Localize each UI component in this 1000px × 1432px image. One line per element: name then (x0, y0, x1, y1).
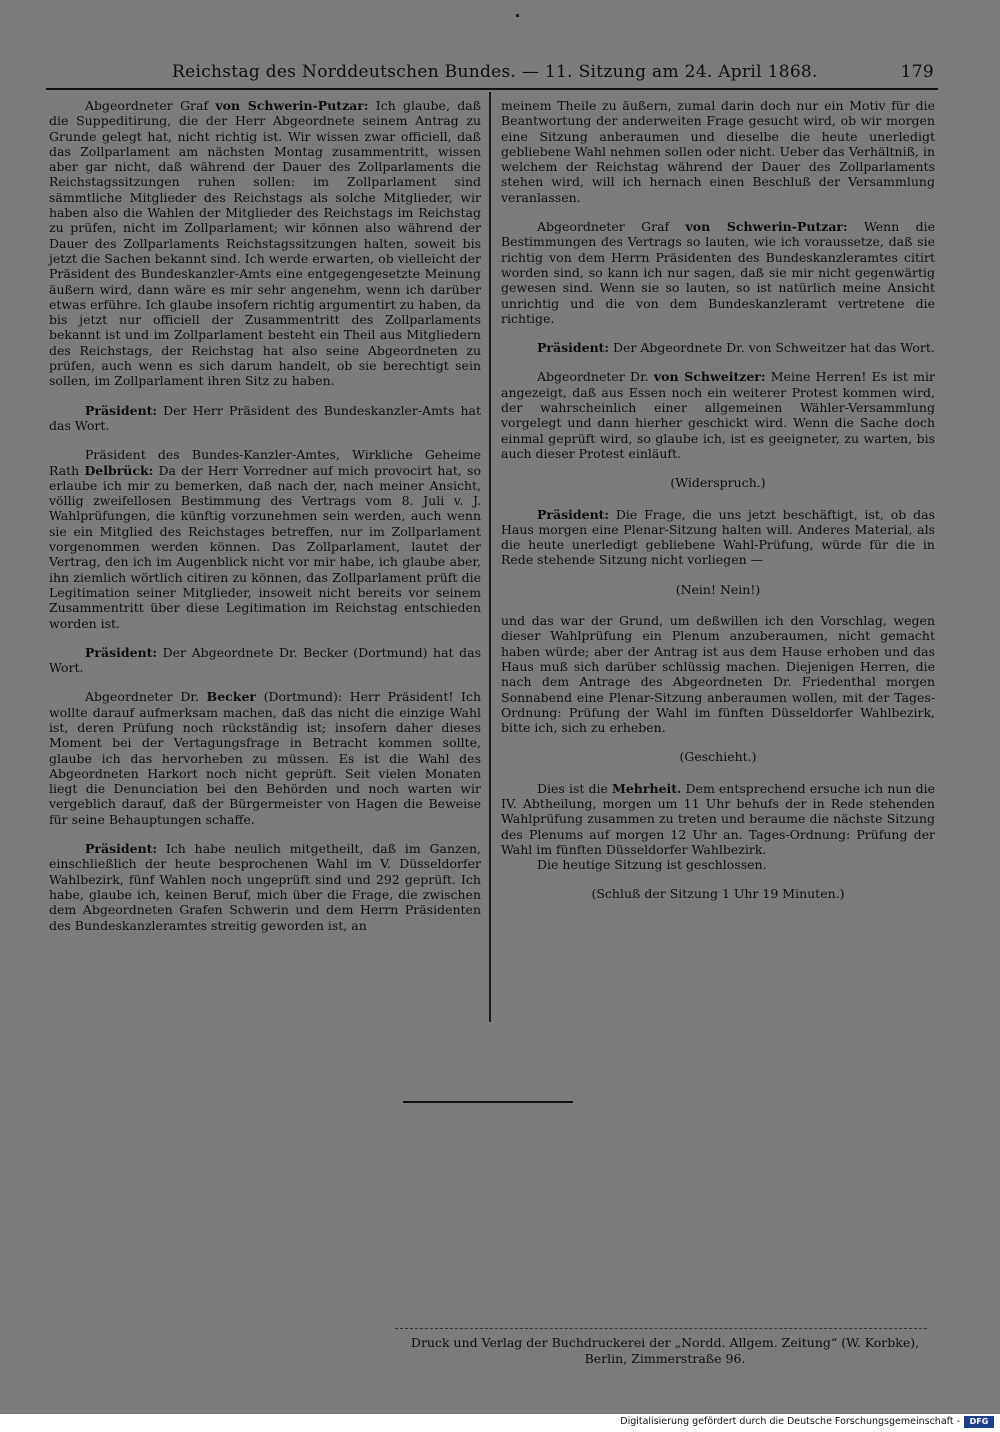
header-rule (46, 88, 938, 90)
digitization-footer (0, 1414, 1000, 1432)
paragraph: meinem Theile zu äußern, zumal darin doch nur ein Motiv für die Beantwortung der anderweiten Frage gesucht wird, ob wir morgen eine Sitzung anberaumen und dieselbe die heute unerledigt gebliebene Wahl nehmen sollen oder nicht. Ueber das Verhältniß, in welchem der Reichstag während der Dauer des Zollparlaments stehen wird, will ich hernach einen Beschluß der Versammlung veranlassen. (501, 98, 935, 205)
paragraph: Präsident: Die Frage, die uns jetzt beschäftigt, ist, ob das Haus morgen eine Plenar-Sitzung halten will. Anderes Material, als die heute unerledigt gebliebene Wahl-Prüfung, würde für die in Rede stehende Sitzung nicht vorliegen — (501, 506, 935, 568)
printer-imprint (405, 1335, 925, 1367)
right-column (501, 98, 935, 918)
speaker-name: Präsident: (85, 841, 158, 857)
imprint-line: Berlin, Zimmerstraße 96. (584, 1351, 746, 1366)
paragraph: Präsident des Bundes-Kanzler-Amtes, Wirkliche Geheime Rath Delbrück: Da der Herr Vorredner auf mich provocirt hat, so erlaube ich mir zu bemerken, daß nach der, nach meiner Ansicht, völlig zweifellosen Bestimmung des Vertrags vom 8. Juli v. J. Wahlprüfungen, die künftig vorzunehmen sein werden, auch wenn sie ein Mitglied des Reichstages betreffen, nur im Zollparlament vorgenommen werden können. Das Zollparlament, lautet der Vertrag, den ich im Augenblick nicht vor mir habe, ich glaube aber, ihn ziemlich wörtlich citiren zu können, das Zollparlament prüft die Legitimation seiner Mitglieder, insoweit nicht bereits vor seinem Zusammentritt über diese Legitimation im Reichstag entschieden worden ist. (49, 447, 481, 631)
scan-artifact (516, 14, 519, 17)
paragraph: Präsident: Der Abgeordnete Dr. von Schweitzer hat das Wort. (537, 340, 935, 356)
paragraph: Präsident: Der Abgeordnete Dr. Becker (Dortmund) hat das Wort. (49, 644, 481, 676)
left-column (49, 98, 481, 947)
speaker-name: Delbrück: (84, 462, 154, 478)
column-divider (489, 92, 491, 1022)
speaker-name: von Schwerin-Putzar: (215, 98, 369, 113)
paragraph: Abgeordneter Graf von Schwerin-Putzar: Wenn die Bestimmungen des Vertrags so lauten, wie ich voraussetze, daß sie richtig von dem Herrn Präsidenten des Bundeskanzleramtes citirt worden sind, so kann ich nur sagen, daß sie mir nicht gegenwärtig gewesen sind. Wenn sie so lauten, so ist natürlich meine Ansicht unrichtig und die von dem Bundeskanzleramt vertretene die richtige. (501, 219, 936, 326)
paragraph: Abgeordneter Dr. von Schweitzer: Meine Herren! Es ist mir angezeigt, daß aus Essen noch ein weiterer Protest kommen wird, der wahrscheinlich einer allgemeinen Wähler-Versammlung vorgelegt und dann hierher geschickt wird. Wenn die Sache doch einmal geprüft wird, so glaube ich, ist es geeigneter, zu warten, bis auch dieser Protest einläuft. (501, 369, 935, 461)
interjection: (Geschieht.) (679, 749, 757, 765)
funding-credit: Digitalisierung gefördert durch die Deutsche Forschungsgemeinschaft - (620, 1416, 960, 1427)
imprint-line: Druck und Verlag der Buchdruckerei der „Nordd. Allgem. Zeitung“ (W. Korbke), (410, 1335, 920, 1350)
speaker-name: Präsident: (537, 506, 610, 522)
speaker-name: von Schwerin-Putzar: (685, 219, 848, 235)
page-header (40, 60, 940, 88)
running-title: Reichstag des Norddeutschen Bundes. — 11. Sitzung am 24. April 1868. (172, 62, 818, 82)
dfg-logo-icon: DFG (964, 1416, 994, 1428)
paragraph: Dies ist die Mehrheit. Dem entsprechend ersuche ich nun die IV. Abtheilung, morgen um 11 Uhr behufs der in Rede stehenden Wahlprüfung zusammen zu treten und beraume die nächste Sitzung des Plenums auf morgen 12 Uhr an. Tages-Ordnung: Prüfung der Wahl im fünften Düsseldorfer Wahlbezirk. (501, 780, 935, 857)
speaker-name: von Schweitzer: (653, 369, 766, 385)
speaker-name: Präsident: (537, 340, 610, 356)
interjection: (Widerspruch.) (670, 475, 766, 491)
paragraph: Präsident: Ich habe neulich mitgetheilt, daß im Ganzen, einschließlich der heute besprochenen Wahl im V. Düsseldorfer Wahlbezirk, fünf Wahlen noch ungeprüft sind und 292 geprüft. Ich habe, glaube ich, keinen Beruf, mich über die Frage, die zwischen dem Abgeordneten Grafen Schwerin und dem Herrn Präsidenten des Bundeskanzleramtes streitig geworden ist, an (49, 841, 481, 933)
paragraph: Die heutige Sitzung ist geschlossen. (537, 857, 767, 873)
interjection: (Nein! Nein!) (675, 581, 761, 597)
paragraph: Abgeordneter Dr. Becker (Dortmund): Herr Präsident! Ich wollte darauf aufmerksam machen, daß das nicht die einzige Wahl ist, deren Prüfung noch rückständig ist; insofern daher dieses Moment bei der Vertagungsfrage in Betracht kommen sollte, glaube ich das hervorheben zu müssen. Es ist die Wahl des Abgeordneten Harkort noch nicht geprüft. Seit vielen Monaten liegt die Denunciation bei den Behörden und noch warten wir vergeblich darauf, daß der Bürgermeister von Hagen die Beweise für seine Behauptungen schaffe. (49, 689, 481, 827)
imprint-rule (395, 1328, 927, 1329)
page-number: 179 (900, 62, 934, 82)
emphasis: Mehrheit. (612, 780, 682, 796)
session-close-note: (Schluß der Sitzung 1 Uhr 19 Minuten.) (591, 886, 845, 902)
paragraph: Abgeordneter Graf von Schwerin-Putzar: Ich glaube, daß die Suppeditirung, die der Herr Abgeordnete seinem Antrag zu Grunde gelegt hat, nicht richtig ist. Wir wissen zwar officiell, daß das Zollparlament am nächsten Montag zusammentritt, wissen aber gar nicht, daß während der Dauer des Zollparlaments die Reichstagssitzungen ruhen sollen: im Zollparlament sind sämmtliche Mitglieder des Reichstags als solche Mitglieder, wir haben also die Wahlen der Mitglieder des Reichstags im Reichstag zu prüfen, nicht im Zollparlament; wir können also während der Dauer des Zollparlaments Reichstagssitzungen halten, soweit bis jetzt die Sachen bekannt sind. Ich werde erwarten, ob vielleicht der Präsident des Bundeskanzler-Amts eine entgegengesetzte Meinung äußern wird, dann wäre es mir sehr angenehm, wenn ich darüber etwas erführe. Ich glaube insofern richtig argumentirt zu haben, da bis jetzt nur officiell der Zusammentritt des Zollparlaments bekannt ist und im Zollparlament besteht ein Theil aus Mitgliedern des Reichstags, der Reichstag hat also seine Abgeordneten zu prüfen, auch wenn es sich darum handelt, ob sie berechtigt sein sollen, im Zollparlament ihren Sitz zu haben. (49, 98, 482, 389)
speaker-name: Präsident: (85, 402, 158, 418)
speaker-name: Präsident: (85, 644, 158, 660)
paragraph: und das war der Grund, um deßwillen ich den Vorschlag, wegen dieser Wahlprüfung ein Plenum anzuberaumen, nicht gemacht haben würde; aber der Antrag ist aus dem Hause erhoben und das Haus muß sich darüber schlüssig machen. Diejenigen Herren, die nach dem Antrage des Abgeordneten Dr. Friedenthal morgen Sonnabend eine Plenar-Sitzung anberaumen wollen, mit der Tages-Ordnung: Prüfung der Wahl im fünften Düsseldorfer Wahlbezirk, bitte ich, sich zu erheben. (501, 613, 935, 736)
end-rule (403, 1101, 573, 1103)
paragraph: Präsident: Der Herr Präsident des Bundeskanzler-Amts hat das Wort. (49, 402, 481, 433)
speaker-name: Becker (206, 689, 256, 705)
